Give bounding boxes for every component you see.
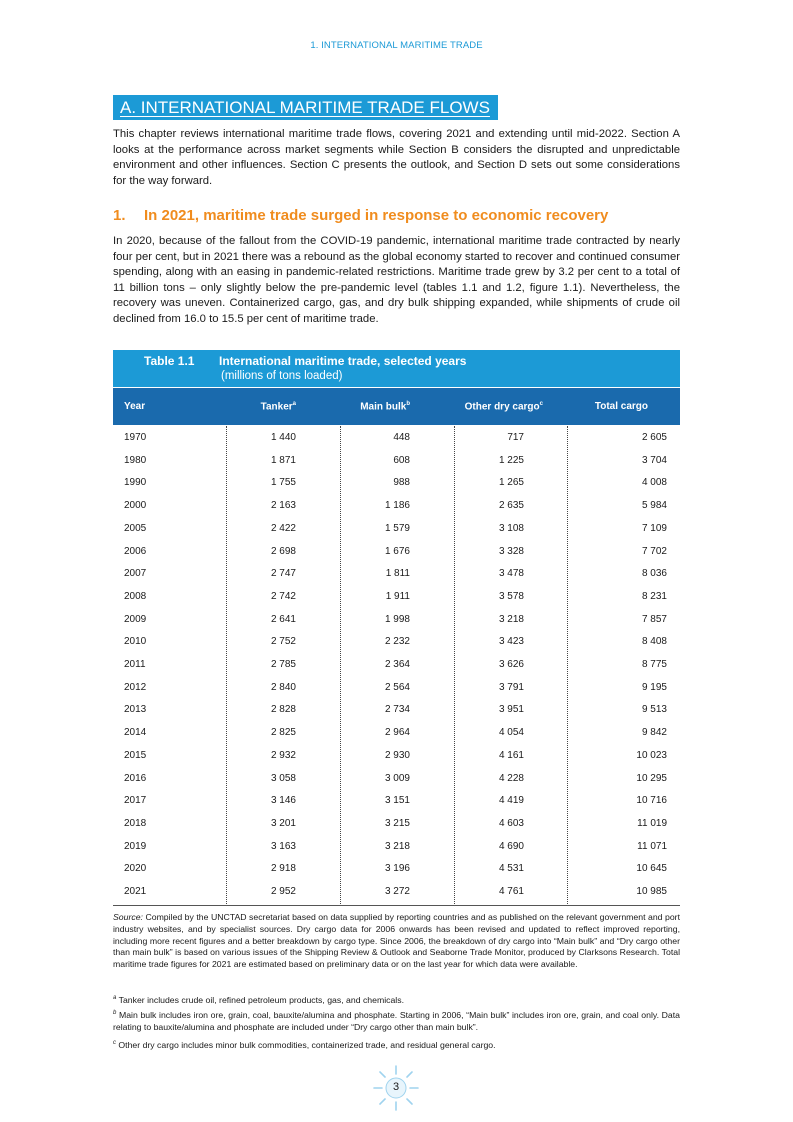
source-note: Source: Compiled by the UNCTAD secretariat based on data supplied by reporting countries and as published on the relevant government and port industry websites, and by specialist sources. Dry cargo data for 2006 onwards has been revised and updated to reflect improved reporting, including more recent figures and a better breakdown by cargo type. Since 2006, the breakdown of dry cargo into “Main bulk” and “Dry cargo other than main bulk” is based on various issues of the Shipping Review & Outlook and Seaborne Trade Monitor, produced by Clarksons Research. Total maritime trade figures for 2021 are estimated based on preliminary data or on the last year for which data were available. [113,912,680,970]
cell-main-bulk: 3 218 [384,840,410,852]
table-row [113,880,680,903]
cell-total: 11 019 [637,817,667,829]
cell-other-dry: 1 225 [498,454,524,466]
cell-total: 8 036 [641,568,667,580]
table-row [113,767,680,790]
cell-total: 8 231 [641,590,667,602]
cell-main-bulk: 3 196 [384,863,410,875]
cell-year: 1980 [124,454,147,466]
cell-year: 1970 [124,432,147,443]
table-row [113,494,680,517]
table-row [113,471,680,494]
cell-total: 5 984 [641,500,667,512]
cell-main-bulk: 1 811 [385,568,410,580]
cell-total: 9 842 [641,727,667,739]
cell-year: 2020 [124,863,147,875]
table-row [113,835,680,858]
cell-other-dry: 3 578 [498,590,524,602]
cell-tanker: 2 747 [270,568,296,580]
cell-year: 1990 [124,477,147,489]
cell-tanker: 2 825 [270,727,296,739]
cell-main-bulk: 2 964 [384,727,410,739]
table-body [113,426,680,904]
cell-total: 11 071 [637,840,667,852]
cell-total: 10 645 [636,863,667,875]
cell-tanker: 1 755 [270,477,296,489]
cell-tanker: 2 828 [270,704,296,716]
cell-other-dry: 3 951 [498,704,524,716]
cell-year: 2009 [124,613,147,625]
cell-main-bulk: 2 564 [384,681,410,693]
cell-total: 7 702 [641,545,667,557]
cell-tanker: 2 785 [270,659,296,670]
cell-main-bulk: 1 579 [384,522,410,534]
table-row [113,608,680,631]
col-header-main-bulk: Main bulk$^b$ [360,401,410,413]
cell-year: 2010 [124,636,147,648]
table-bottom-rule [113,905,680,906]
table-subtitle: (millions of tons loaded) [221,370,343,382]
cell-year: 2016 [124,772,147,784]
cell-year: 2014 [124,727,147,739]
cell-year: 2015 [124,749,147,761]
cell-tanker: 2 952 [270,886,296,897]
cell-total: 3 704 [641,454,667,466]
cell-main-bulk: 608 [393,454,410,466]
table-row [113,812,680,835]
cell-main-bulk: 1 998 [384,613,410,625]
subsection-paragraph: In 2020, because of the fallout from the COVID-19 pandemic, international maritime trade contracted by nearly four per cent, but in 2021 there was a rebound as the global economy started to recover and continued consumer spending, along with an easing in pandemic-related restrictions. Maritime trade grew by 3.2 per cent to a total of 11 billion tons – only slightly below the pre-pandemic level (tables 1.1 and 1.2, figure 1.1). Nevertheless, the recovery was uneven. Containerized cargo, gas, and dry bulk shipping expanded, while shipments of crude oil declined from 16.0 to 15.5 per cent of maritime trade. [113,235,680,325]
cell-total: 9 195 [641,681,667,693]
table-row [113,517,680,540]
cell-tanker: 3 058 [270,772,296,784]
cell-main-bulk: 988 [393,477,410,489]
cell-tanker: 2 918 [270,863,296,875]
subsection-title: In 2021, maritime trade surged in response to economic recovery [144,207,609,224]
cell-other-dry: 4 531 [498,863,524,875]
section-heading: A. INTERNATIONAL MARITIME TRADE FLOWS [113,95,498,120]
table-row [113,426,680,449]
cell-total: 9 513 [641,704,667,716]
cell-main-bulk: 2 232 [384,636,410,648]
cell-other-dry: 4 603 [498,817,524,829]
cell-year: 2021 [124,886,147,897]
footnote-a: $^a$ Tanker includes crude oil, refined petroleum products, gas, and chemicals. [113,994,404,1005]
cell-year: 2000 [124,500,147,512]
cell-main-bulk: 2 930 [384,749,410,761]
col-header-year: Year [124,401,146,412]
table-row [113,585,680,608]
cell-tanker: 2 742 [270,590,296,602]
cell-other-dry: 3 626 [498,659,524,670]
table-row [113,721,680,744]
page-number: 3 [392,1081,400,1093]
cell-year: 2019 [124,840,147,852]
table-title-bar [113,350,680,387]
cell-other-dry: 3 218 [498,613,524,625]
table-header-row [113,388,680,425]
col-header-total: Total cargo [594,401,648,412]
cell-other-dry: 3 423 [498,636,524,648]
cell-tanker: 3 146 [270,795,296,807]
page-number-badge [366,1060,426,1116]
cell-other-dry: 4 161 [498,749,524,761]
footnote-b: $^b$ Main bulk includes iron ore, grain, coal, bauxite/alumina and phosphate. Starting in 2006, “Main bulk” includes iron ore, grain, and coal only. Data relating to bauxite/alumina and phosphate are included under “Dry cargo other than main bulk”. [113,1009,680,1032]
cell-year: 2008 [124,590,147,602]
table-number: Table 1.1 [144,354,195,368]
cell-other-dry: 4 054 [498,727,524,739]
cell-year: 2012 [124,681,147,693]
running-header: 1. INTERNATIONAL MARITIME TRADE [310,40,483,51]
cell-other-dry: 3 791 [498,681,524,693]
table-row [113,744,680,767]
cell-tanker: 2 422 [270,522,296,534]
table-row [113,653,680,676]
cell-main-bulk: 448 [393,432,410,443]
cell-other-dry: 3 478 [498,568,524,580]
cell-other-dry: 2 635 [498,500,524,512]
cell-main-bulk: 3 151 [384,795,410,807]
cell-total: 10 985 [636,886,667,897]
table-row [113,630,680,653]
cell-year: 2007 [124,568,147,580]
cell-other-dry: 3 108 [498,522,524,534]
table-row [113,562,680,585]
cell-main-bulk: 2 734 [384,704,410,716]
cell-total: 7 109 [641,522,667,534]
cell-main-bulk: 3 272 [384,886,410,897]
table-row [113,540,680,563]
cell-year: 2011 [124,659,146,670]
cell-tanker: 2 641 [270,613,296,625]
cell-main-bulk: 3 215 [384,817,410,829]
col-header-other-dry: Other dry cargo$^c$ [464,401,543,413]
cell-other-dry: 4 228 [498,772,524,784]
cell-other-dry: 1 265 [498,477,524,489]
cell-tanker: 2 698 [270,545,296,557]
table-row [113,698,680,721]
table-row [113,789,680,812]
cell-tanker: 3 201 [270,817,296,829]
cell-other-dry: 4 761 [498,886,524,897]
cell-main-bulk: 1 911 [385,590,410,602]
table-title: International maritime trade, selected years [219,354,467,368]
cell-other-dry: 3 328 [498,545,524,557]
footnote-c: $^c$ Other dry cargo includes minor bulk commodities, containerized trade, and residual general cargo. [113,1039,496,1050]
table-row [113,857,680,880]
table-row [113,676,680,699]
cell-total: 10 023 [636,749,667,761]
cell-other-dry: 717 [507,432,524,443]
cell-year: 2013 [124,704,147,716]
cell-total: 4 008 [641,477,667,489]
cell-tanker: 2 163 [270,500,296,512]
subsection-number: 1. [113,207,126,224]
cell-total: 10 295 [636,772,667,784]
cell-total: 2 605 [641,432,667,443]
cell-tanker: 2 932 [270,749,296,761]
cell-main-bulk: 2 364 [384,659,410,670]
cell-tanker: 2 752 [270,636,296,648]
cell-year: 2005 [124,522,147,534]
table-row [113,449,680,472]
cell-tanker: 1 440 [270,432,296,443]
cell-total: 7 857 [641,613,667,625]
cell-total: 8 775 [641,659,667,670]
cell-main-bulk: 3 009 [384,772,410,784]
col-header-tanker: Tanker$^a$ [260,401,296,413]
cell-other-dry: 4 690 [498,840,524,852]
cell-other-dry: 4 419 [498,795,524,807]
cell-tanker: 3 163 [270,840,296,852]
cell-year: 2018 [124,817,147,829]
cell-total: 8 408 [641,636,667,648]
cell-tanker: 1 871 [270,454,296,466]
cell-year: 2006 [124,545,147,557]
intro-paragraph: This chapter reviews international maritime trade flows, covering 2021 and extending until mid-2022. Section A looks at the performance across market segments while Section B considers the disrupted and unpredictable environment and other influences. Section C presents the outlook, and Section D sets out some considerations for the way forward. [113,128,680,187]
cell-total: 10 716 [636,795,667,807]
cell-tanker: 2 840 [270,681,296,693]
cell-main-bulk: 1 186 [384,500,410,512]
subsection-heading [113,207,608,224]
cell-main-bulk: 1 676 [384,545,410,557]
cell-year: 2017 [124,795,147,807]
